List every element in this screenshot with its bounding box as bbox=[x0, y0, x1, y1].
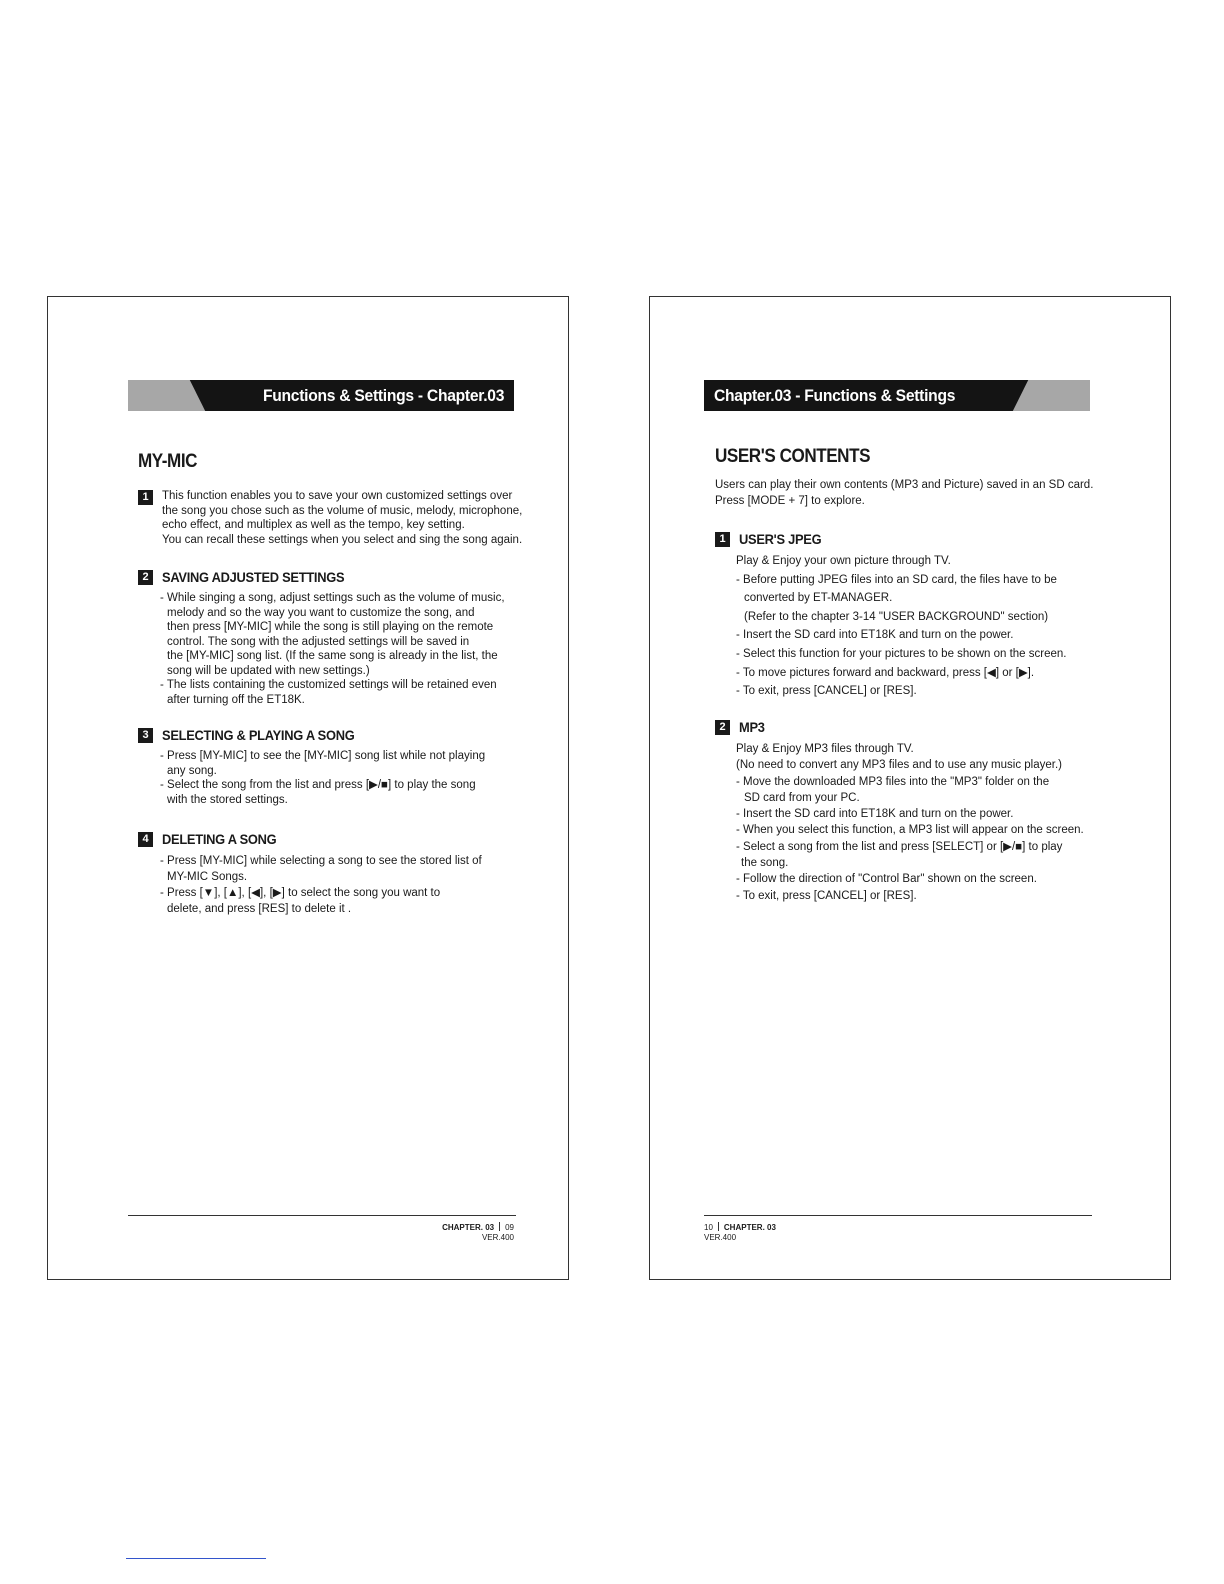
text-line: - Press [▼], [▲], [◀], [▶] to select the song you want to bbox=[160, 887, 441, 899]
section-heading: USER'S JPEG bbox=[739, 531, 822, 547]
text-line: You can recall these settings when you select and sing the song again. bbox=[162, 533, 523, 546]
text-line: control. The song with the adjusted settings will be saved in bbox=[167, 635, 470, 648]
bottom-link-underline bbox=[126, 1558, 266, 1559]
section-heading: DELETING A SONG bbox=[162, 831, 277, 847]
text-line: song will be updated with new settings.) bbox=[167, 664, 370, 677]
section-heading: SAVING ADJUSTED SETTINGS bbox=[162, 569, 345, 585]
text-line: - Follow the direction of "Control Bar" shown on the screen. bbox=[736, 873, 1037, 886]
section-number-badge: 1 bbox=[138, 490, 153, 505]
text-line: delete, and press [RES] to delete it . bbox=[167, 903, 352, 915]
text-line: (Refer to the chapter 3-14 "USER BACKGROUND" section) bbox=[744, 610, 1049, 623]
section-number-badge: 4 bbox=[138, 832, 153, 847]
text-line: - To exit, press [CANCEL] or [RES]. bbox=[736, 889, 917, 902]
text-line: the song you chose such as the volume of music, melody, microphone, bbox=[162, 504, 523, 517]
text-line: any song. bbox=[167, 764, 217, 777]
section-body bbox=[736, 552, 1066, 701]
text-line: - To move pictures forward and backward, press [◀] or [▶]. bbox=[736, 666, 1035, 679]
text-line: with the stored settings. bbox=[167, 793, 288, 806]
text-line: the [MY-MIC] song list. (If the same song is already in the list, the bbox=[167, 650, 498, 662]
section-heading: MP3 bbox=[739, 719, 765, 735]
page-footer bbox=[442, 1222, 514, 1243]
version-label: VER.400 bbox=[481, 1233, 514, 1242]
section-heading: SELECTING & PLAYING A SONG bbox=[162, 727, 355, 743]
text-line: - Before putting JPEG files into an SD card, the files have to be bbox=[736, 573, 1057, 586]
section-body bbox=[736, 741, 1084, 904]
text-line: - Select this function for your pictures to be shown on the screen. bbox=[736, 647, 1067, 660]
footer-chapter: CHAPTER. 03 bbox=[723, 1223, 776, 1232]
text-line: Users can play their own contents (MP3 and Picture) saved in an SD card. bbox=[715, 479, 1094, 491]
text-line: MY-MIC Songs. bbox=[167, 871, 248, 883]
section-body bbox=[160, 749, 485, 807]
footer-chapter: CHAPTER. 03 bbox=[442, 1223, 495, 1232]
section-body bbox=[160, 591, 505, 707]
text-line: - Insert the SD card into ET18K and turn on the power. bbox=[736, 629, 1014, 642]
version-label: VER.400 bbox=[704, 1233, 737, 1242]
text-line: - To exit, press [CANCEL] or [RES]. bbox=[736, 685, 917, 698]
text-line: - Select a song from the list and press [SELECT] or [▶/■] to play bbox=[736, 840, 1063, 853]
text-line: converted by ET-MANAGER. bbox=[744, 592, 893, 605]
text-line: the song. bbox=[741, 857, 789, 870]
text-line: - Press [MY-MIC] while selecting a song to see the stored list of bbox=[160, 855, 482, 867]
section-selecting-playing-song bbox=[138, 727, 485, 807]
text-line: - When you select this function, a MP3 list will appear on the screen. bbox=[736, 824, 1084, 837]
text-line: melody and so the way you want to customize the song, and bbox=[167, 606, 475, 619]
text-line: - Insert the SD card into ET18K and turn on the power. bbox=[736, 808, 1014, 821]
page-title: MY-MIC bbox=[138, 451, 198, 472]
text-line: - Select the song from the list and press [▶/■] to play the song bbox=[160, 779, 476, 791]
text-line: then press [MY-MIC] while the song is still playing on the remote bbox=[167, 621, 494, 633]
text-line: This function enables you to save your own customized settings over bbox=[162, 490, 513, 502]
section-saving-adjusted-settings bbox=[138, 569, 505, 707]
footer-divider bbox=[704, 1215, 1092, 1216]
page-number: 09 bbox=[505, 1223, 514, 1232]
text-line: after turning off the ET18K. bbox=[167, 693, 305, 706]
section-number-badge: 2 bbox=[715, 720, 730, 735]
intro-text bbox=[715, 477, 1093, 509]
page-title: USER'S CONTENTS bbox=[715, 446, 871, 467]
text-line: - Press [MY-MIC] to see the [MY-MIC] song list while not playing bbox=[160, 750, 486, 762]
text-line: SD card from your PC. bbox=[744, 791, 860, 804]
footer-divider bbox=[128, 1215, 516, 1216]
text-line: (No need to convert any MP3 files and to use any music player.) bbox=[736, 759, 1062, 772]
section-number-badge: 3 bbox=[138, 728, 153, 743]
text-line: Play & Enjoy MP3 files through TV. bbox=[736, 743, 914, 755]
text-line: echo effect, and multiplex as well as the tempo, key setting. bbox=[162, 519, 465, 531]
chapter-banner bbox=[128, 380, 514, 411]
section-number-badge: 2 bbox=[138, 570, 153, 585]
section-users-jpeg bbox=[715, 531, 1066, 701]
text-line: Play & Enjoy your own picture through TV. bbox=[736, 555, 951, 567]
banner-title: Chapter.03 - Functions & Settings bbox=[714, 386, 956, 405]
section-number-badge: 1 bbox=[715, 532, 730, 547]
intro-section bbox=[138, 489, 522, 547]
page-footer bbox=[704, 1222, 776, 1243]
text-line: - Move the downloaded MP3 files into the "MP3" folder on the bbox=[736, 775, 1050, 788]
footer-separator bbox=[499, 1222, 500, 1231]
left-page bbox=[47, 296, 569, 1280]
chapter-banner bbox=[704, 380, 1090, 411]
right-page bbox=[649, 296, 1171, 1280]
intro-text bbox=[162, 489, 522, 547]
section-deleting-song bbox=[138, 831, 482, 917]
banner-title: Functions & Settings - Chapter.03 bbox=[262, 386, 504, 405]
section-body bbox=[160, 853, 482, 917]
text-line: - The lists containing the customized settings will be retained even bbox=[160, 679, 497, 691]
section-mp3 bbox=[715, 719, 1084, 904]
text-line: Press [MODE + 7] to explore. bbox=[715, 495, 865, 507]
page-number: 10 bbox=[704, 1223, 713, 1232]
footer-separator bbox=[718, 1222, 719, 1231]
text-line: - While singing a song, adjust settings such as the volume of music, bbox=[160, 592, 505, 604]
